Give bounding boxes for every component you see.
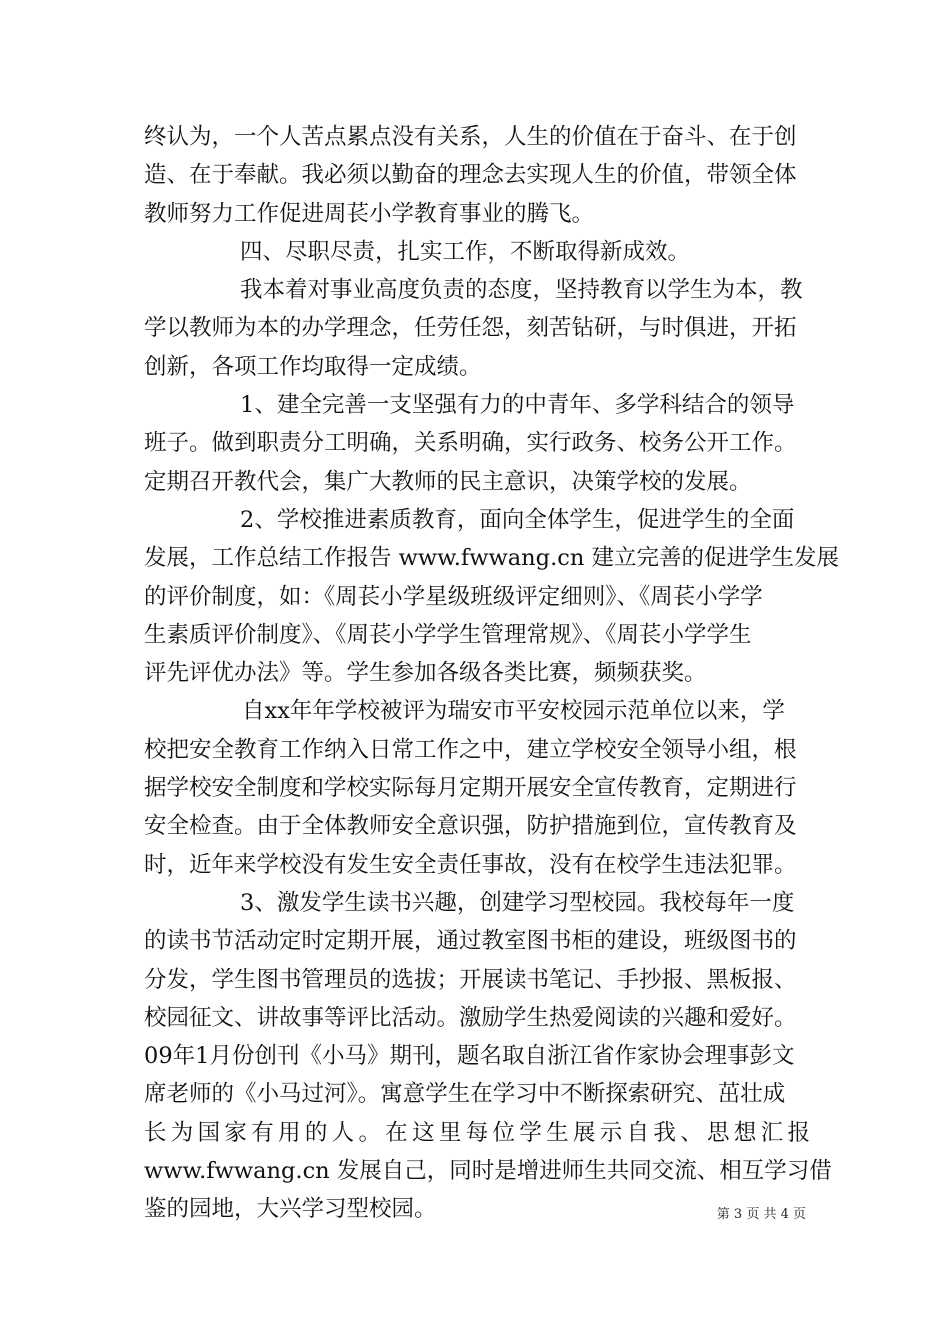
- page-number: 第 3 页 共 4 页: [716, 1207, 806, 1222]
- text-line: 定期召开教代会，集广大教师的民主意识，决策学校的发展。: [144, 468, 752, 495]
- text-line: 学以教师为本的办学理念，任劳任怨，刻苦钻研，与时俱进，开拓: [144, 315, 797, 342]
- text-line: 鉴的园地，大兴学习型校园。: [144, 1196, 437, 1223]
- text-line: 教师努力工作促进周苌小学教育事业的腾飞。: [144, 200, 595, 227]
- document-body: [144, 118, 839, 1229]
- text-line: 生素质评价制度》、《周苌小学学生管理常规》、《周苌小学学生: [144, 621, 752, 648]
- text-line: 据学校安全制度和学校实际每月定期开展安全宣传教育，定期进行: [144, 775, 797, 802]
- text-line: 发展，工作总结工作报告 www.fwwang.cn 建立完善的促进学生发展: [144, 545, 839, 572]
- text-line: 校园征文、讲故事等评比活动。激励学生热爱阅读的兴趣和爱好。: [144, 1004, 797, 1031]
- text-line: 自xx年年学校被评为瑞安市平安校园示范单位以来，学: [242, 698, 785, 725]
- text-line: 分发，学生图书管理员的选拔；开展读书笔记、手抄报、黑板报、: [144, 966, 797, 993]
- text-line: 3、激发学生读书兴趣，创建学习型校园。我校每年一度: [240, 889, 795, 916]
- text-line: 席老师的《小马过河》。寓意学生在学习中不断探索研究、茁壮成: [144, 1081, 786, 1108]
- text-line: 长为国家有用的人。在这里每位学生展示自我、思想汇报: [144, 1119, 810, 1146]
- text-line: 2、学校推进素质教育，面向全体学生，促进学生的全面: [240, 506, 795, 533]
- text-line: 班子。做到职责分工明确，关系明确，实行政务、校务公开工作。: [144, 430, 797, 457]
- text-line: www.fwwang.cn 发展自己，同时是增进师生共同交流、相互学习借: [144, 1158, 832, 1185]
- text-line: 造、在于奉献。我必须以勤奋的理念去实现人生的价值，带领全体: [144, 162, 797, 189]
- text-line: 的读书节活动定时定期开展，通过教室图书柜的建设，班级图书的: [144, 928, 797, 955]
- text-line: 创新，各项工作均取得一定成绩。: [144, 353, 482, 380]
- text-line: 校把安全教育工作纳入日常工作之中，建立学校安全领导小组，根: [144, 736, 797, 763]
- text-line: 终认为，一个人苦点累点没有关系，人生的价值在于奋斗、在于创: [144, 124, 797, 150]
- text-line: 时，近年来学校没有发生安全责任事故，没有在校学生违法犯罪。: [144, 851, 797, 878]
- text-line: 我本着对事业高度负责的态度，坚持教育以学生为本，教: [240, 277, 803, 304]
- section-heading: 四、尽职尽责，扎实工作，不断取得新成效。: [240, 238, 691, 265]
- text-line: 1、建全完善一支坚强有力的中青年、多学科结合的领导: [240, 392, 795, 419]
- text-line: 安全检查。由于全体教师安全意识强，防护措施到位，宣传教育及: [144, 813, 797, 840]
- text-line: 评先评优办法》等。学生参加各级各类比赛，频频获奖。: [144, 660, 707, 687]
- text-line: 的评价制度，如：《周苌小学星级班级评定细则》、《周苌小学学: [144, 583, 763, 610]
- text-line: 09年1月份创刊《小马》期刊，题名取自浙江省作家协会理事彭文: [144, 1043, 795, 1070]
